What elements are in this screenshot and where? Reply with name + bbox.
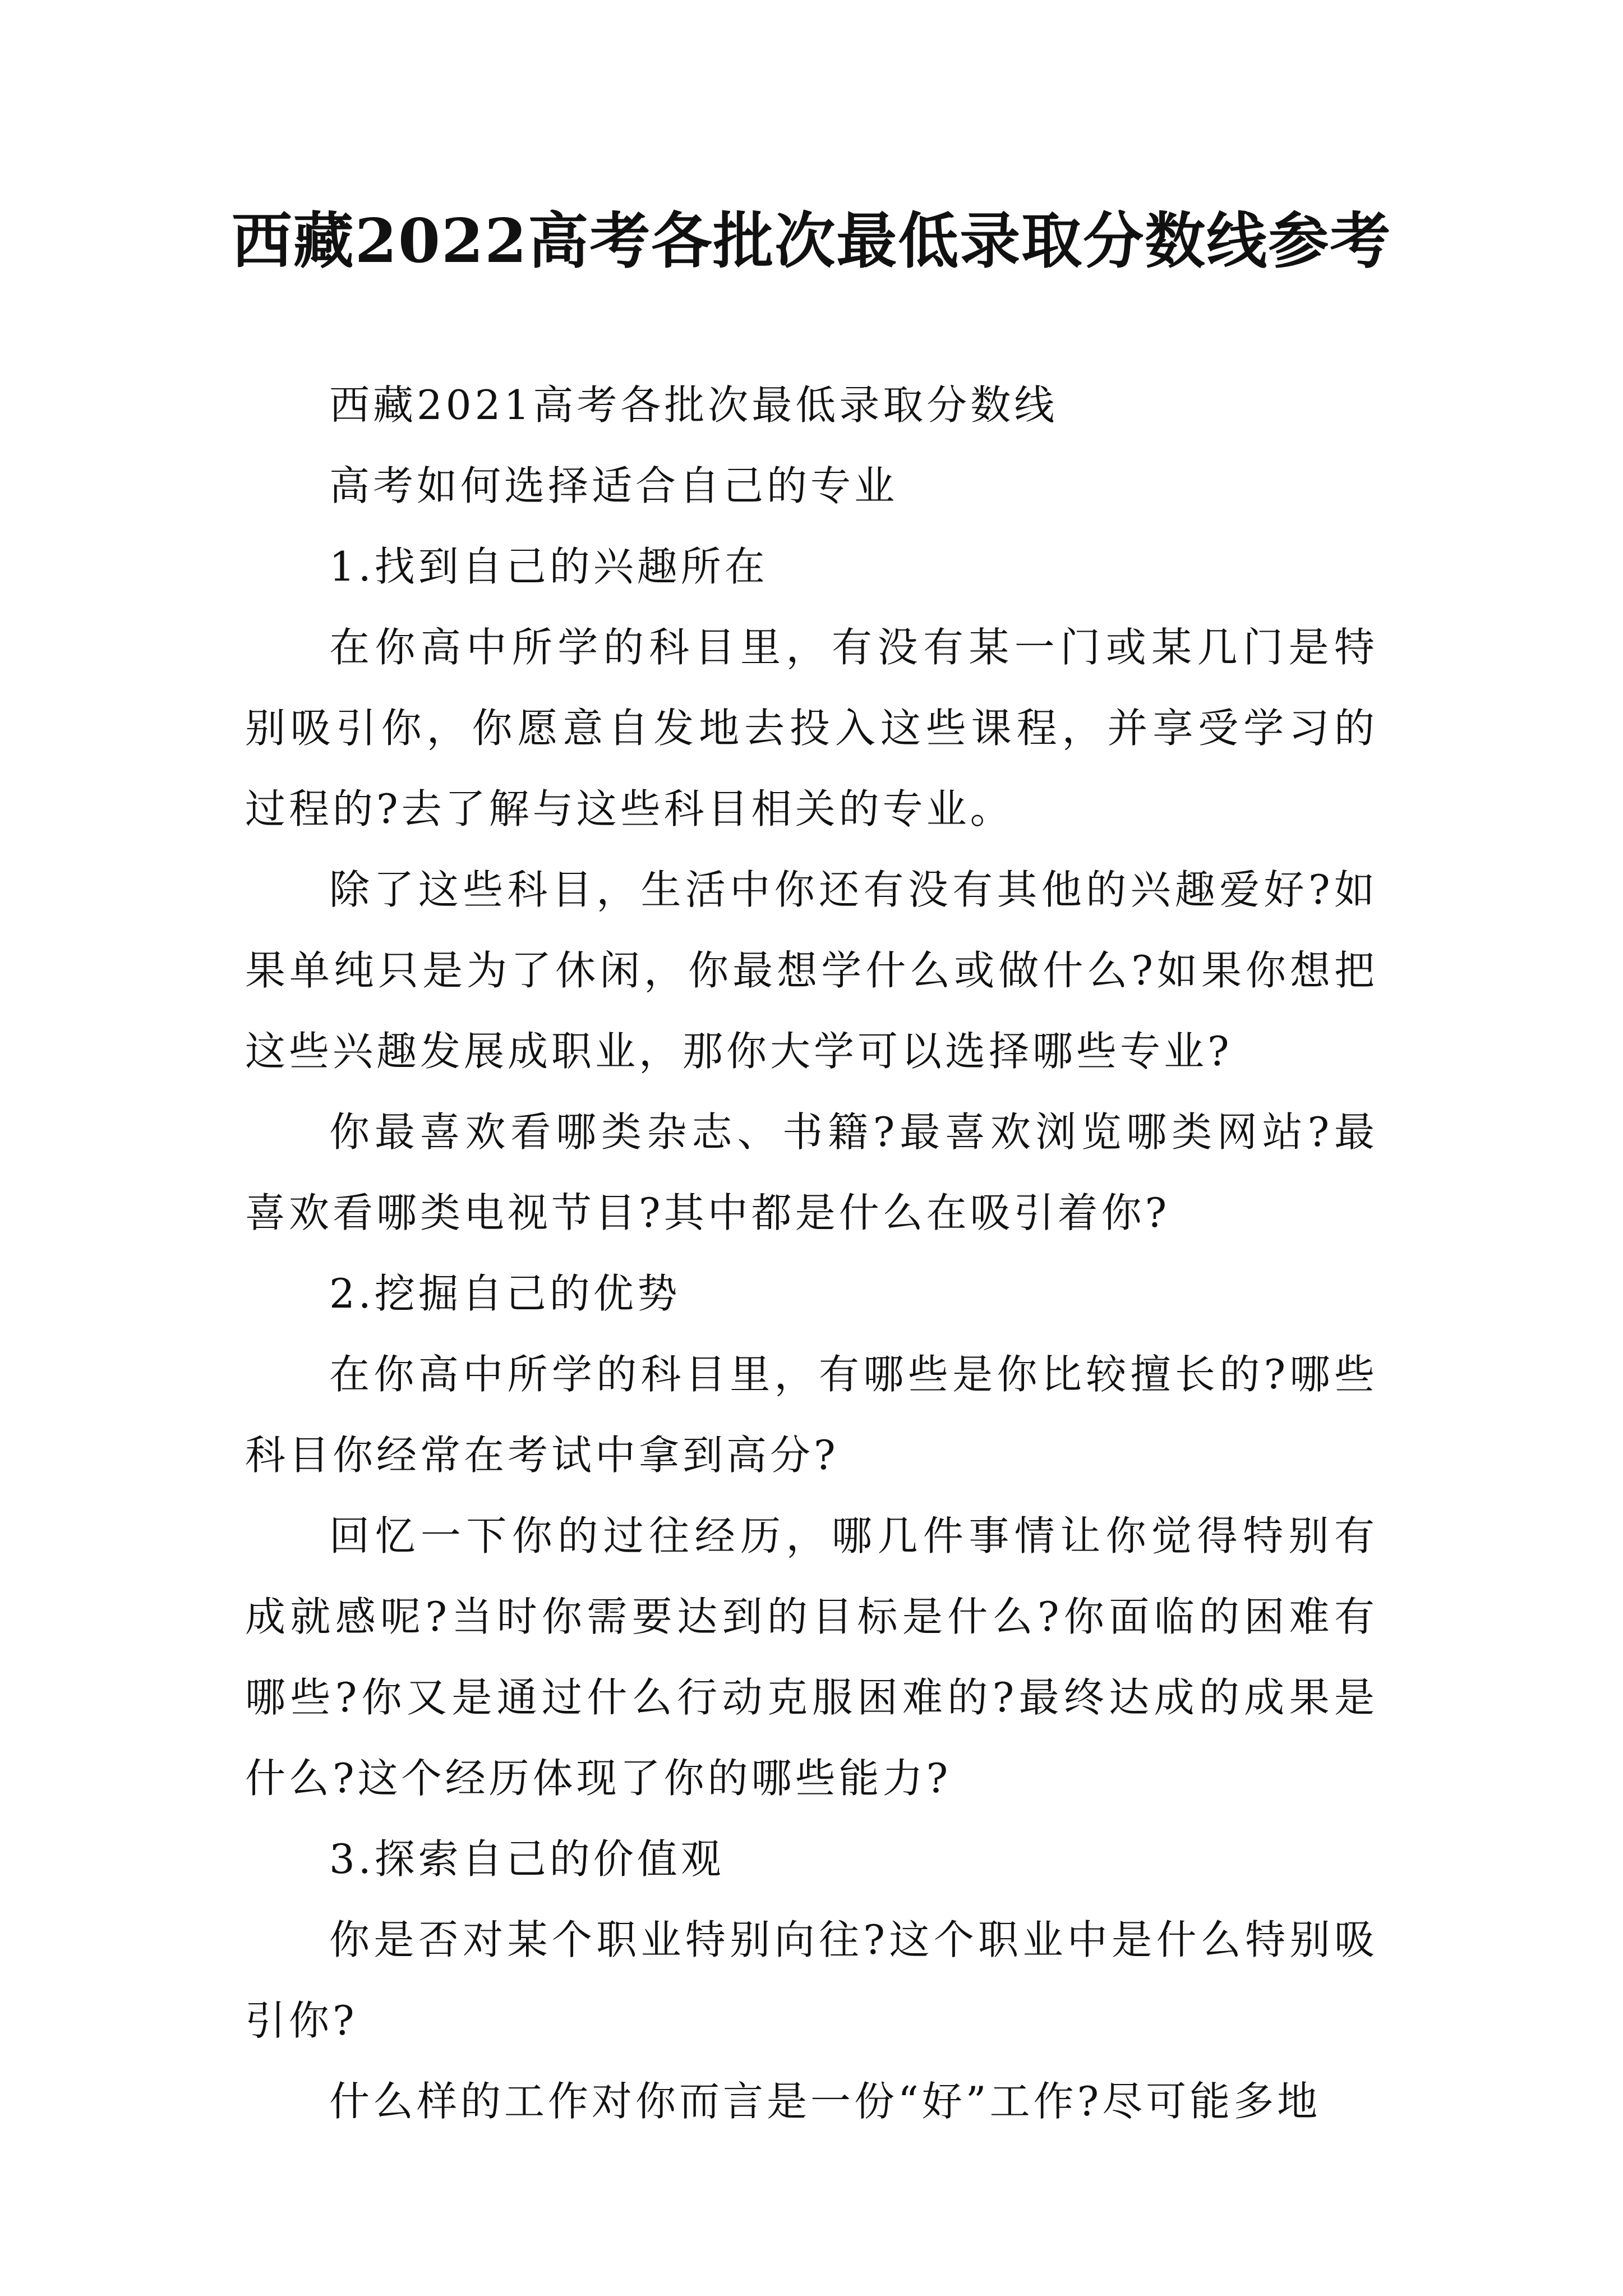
paragraph: 回忆一下你的过往经历，哪几件事情让你觉得特别有成就感呢?当时你需要达到的目标是什么?你面临的困难有哪些?你又是通过什么行动克服困难的?最终达成的成果是什么?这个经历体现了你的哪些能力?: [245, 1512, 1378, 1802]
paragraph: 除了这些科目，生活中你还有没有其他的兴趣爱好?如果单纯只是为了休闲，你最想学什么或做什么?如果你想把这些兴趣发展成职业，那你大学可以选择哪些专业?: [245, 866, 1378, 1075]
paragraph-heading-values: 3.探索自己的价值观: [329, 1835, 725, 1883]
paragraph: 你是否对某个职业特别向往?这个职业中是什么特别吸引你?: [245, 1916, 1378, 2044]
paragraph: 什么样的工作对你而言是一份“好”工作?尽可能多地: [329, 2078, 1321, 2125]
document-title: 西藏2022高考各批次最低录取分数线参考: [231, 206, 1392, 277]
paragraph-heading-choose-major: 高考如何选择适合自己的专业: [329, 462, 898, 509]
paragraph-heading-2021-scores: 西藏2021高考各批次最低录取分数线: [329, 381, 1058, 429]
document-body: [245, 365, 1378, 2142]
paragraph: 在你高中所学的科目里，有哪些是你比较擅长的?哪些科目你经常在考试中拿到高分?: [245, 1351, 1378, 1479]
paragraph-heading-strengths: 2.挖掘自己的优势: [329, 1270, 681, 1317]
paragraph: 在你高中所学的科目里，有没有某一门或某几门是特别吸引你，你愿意自发地去投入这些课程，并享受学习的过程的?去了解与这些科目相关的专业。: [245, 624, 1378, 832]
paragraph: 你最喜欢看哪类杂志、书籍?最喜欢浏览哪类网站?最喜欢看哪类电视节目?其中都是什么在吸引着你?: [245, 1108, 1378, 1236]
paragraph-heading-interest: 1.找到自己的兴趣所在: [329, 543, 768, 590]
